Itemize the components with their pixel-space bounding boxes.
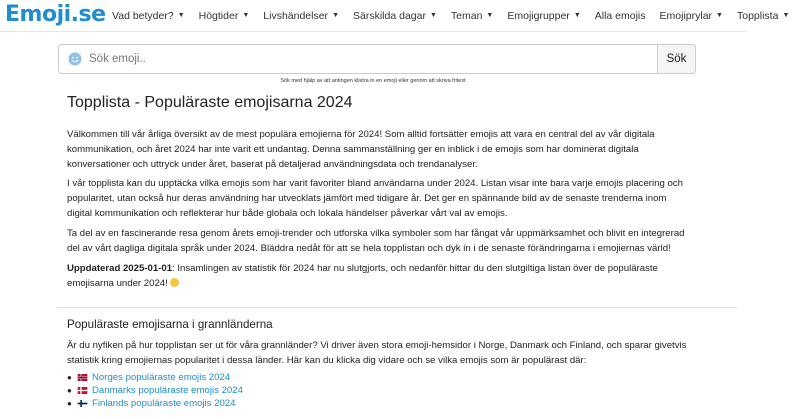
nav-item-teman[interactable]: [451, 10, 493, 22]
intro-paragraph: Välkommen till vår årliga översikt av de mest populära emojierna för 2024! Som alltid fortsätter emojis att vara en central del av vår digitala kommunikation, och året 2024 har inte varit ett undantag. Denna sammanställning ger en inblick i de emojis som har dominerat digitala konversationer och uttryck under året, baserat på detaljerad användningsdata och trendanalyser.: [67, 129, 655, 170]
nav-item-label: Alla emojis: [594, 9, 646, 22]
section-divider: [57, 307, 737, 308]
navbar: [0, 0, 790, 32]
nav-item-label: Topplista: [736, 9, 779, 22]
finland-flag-icon: [77, 400, 88, 407]
caret-down-icon: ▼: [782, 12, 790, 19]
nav-item-label: Livshändelser: [263, 9, 329, 22]
page-title: Topplista - Populäraste emojisarna 2024: [67, 94, 353, 111]
updated-label: Uppdaterad 2025-01-01: [67, 263, 173, 274]
nav-item-label: Vad betyder?: [112, 9, 174, 22]
nav-item-emojigrupper[interactable]: [507, 10, 580, 22]
bullet-icon: ●: [67, 373, 72, 382]
bullet-icon: ●: [67, 386, 72, 395]
finland-link[interactable]: Finlands populäraste emojis 2024: [92, 398, 236, 409]
main-content: [67, 92, 687, 410]
search-input[interactable]: [89, 45, 649, 73]
smiley-icon: [68, 52, 82, 66]
nav-item-livshandelser[interactable]: [263, 10, 339, 22]
nav-item-alla-emojis[interactable]: [595, 10, 646, 22]
search-hint: Sök med hjälp av att antingen klistra in en emoji eller genom att skriva fritext: [280, 78, 466, 84]
neighbors-intro: Är du nyfiken på hur topplistan ser ut för våra grannländer? Vi driver även stora emoji-hemsidor i Norge, Danmark och Finland, och sparar givetvis statistik kring emojiernas popularitet i dessa länder. Här kan du klicka dig vidare och se vilka emojis som är populärast där:: [67, 340, 687, 366]
updated-paragraph: [67, 261, 687, 291]
nav-item-label: Högtider: [198, 9, 239, 22]
main-nav: [112, 0, 803, 31]
caret-down-icon: ▼: [573, 12, 581, 19]
trends-paragraph: Ta del av en fascinerande resa genom årets emoji-trender och utforska vilka symboler som har fångat vår uppmärksamhet och blivit en integrerad del av vårt dagliga digitala språk under 2024. Bläddra nedåt för att se hela topplistan och dyk in i de senaste förändringarna i emojiernas värld!: [67, 228, 685, 254]
toplist-paragraph: I vår topplista kan du upptäcka vilka emojis som har varit favoriter bland användarna under 2024. Listan visar inte bara varje emojis placering och popularitet, utan också hur deras användning har utvecklats jämfört med tidigare år. Det ger en spännande bild av de senaste trenderna inom digital kommunikation och reflekterar hur både globala och lokala händelser påverkar vårt val av emojis.: [67, 178, 683, 219]
nav-item-topplista[interactable]: [737, 10, 789, 22]
nav-item-label: Teman: [450, 9, 483, 22]
updated-text: : Insamlingen av statistik för 2024 har nu slutgjorts, och nedanför hittar du den slutgiltiga listan över de populäraste emojisarna under 2024!: [67, 263, 658, 289]
caret-down-icon: ▼: [242, 12, 250, 19]
site-logo[interactable]: Emoji.se: [5, 2, 106, 27]
nav-item-sarskilda-dagar[interactable]: [353, 10, 437, 22]
caret-down-icon: ▼: [429, 12, 437, 19]
smiling-face-icon: [170, 278, 179, 287]
nav-item-label: Emojigrupper: [507, 9, 570, 22]
denmark-link[interactable]: Danmarks populäraste emojis 2024: [92, 385, 243, 396]
denmark-flag-icon: [77, 387, 88, 394]
list-item: [67, 397, 687, 410]
nav-item-emojiprylar[interactable]: [660, 10, 723, 22]
bullet-icon: ●: [67, 399, 72, 408]
search-bar: [58, 44, 696, 74]
nav-item-label: Emojiprylar: [659, 9, 713, 22]
caret-down-icon: ▼: [716, 12, 723, 19]
list-item: [67, 371, 687, 384]
neighbors-heading: Populäraste emojisarna i grannländerna: [67, 318, 273, 331]
caret-down-icon: ▼: [332, 12, 339, 19]
nav-item-vad-betyder[interactable]: [112, 10, 185, 22]
neighbors-list: [67, 371, 687, 410]
norway-link[interactable]: Norges populäraste emojis 2024: [92, 372, 231, 383]
list-item: [67, 384, 687, 397]
caret-down-icon: ▼: [486, 12, 494, 19]
norway-flag-icon: [77, 374, 88, 381]
caret-down-icon: ▼: [177, 12, 185, 19]
nav-item-label: Särskilda dagar: [353, 9, 426, 22]
nav-item-hogtider[interactable]: [199, 10, 250, 22]
search-button[interactable]: Sök: [657, 44, 696, 74]
